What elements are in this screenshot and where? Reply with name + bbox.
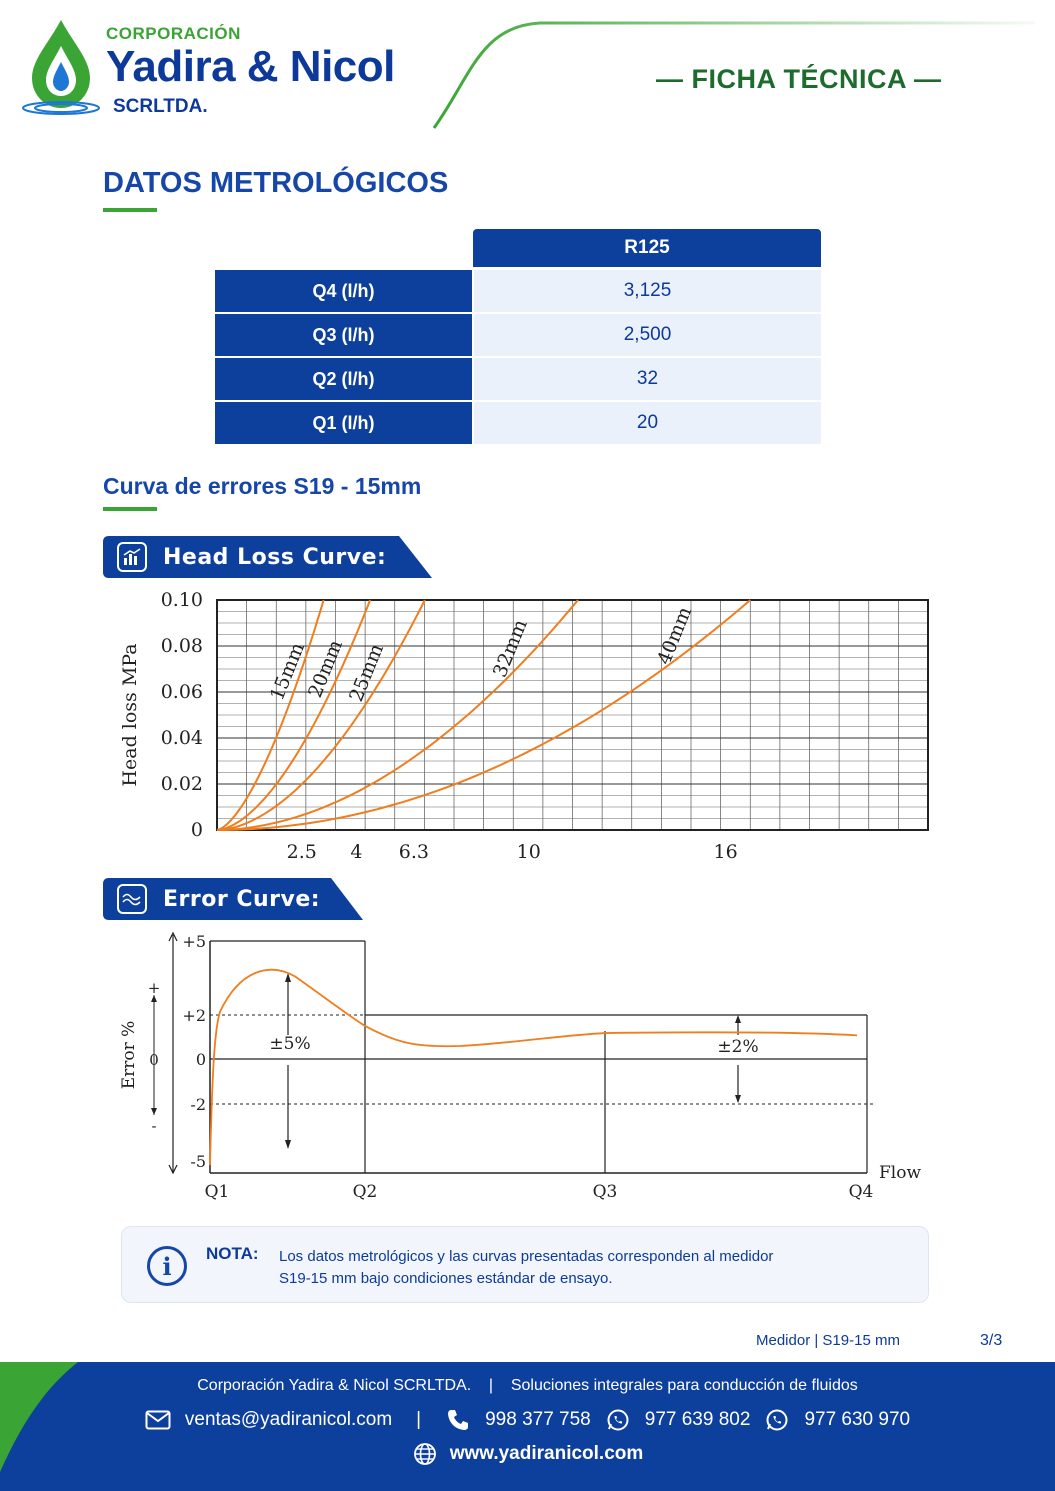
table-row	[215, 270, 821, 312]
head-loss-tab-label: Head Loss Curve:	[163, 544, 387, 570]
row-label: Q2 (l/h)	[215, 358, 472, 400]
head-loss-chart	[100, 585, 950, 870]
note-text-line2: S19-15 mm bajo condiciones estándar de ensayo.	[279, 1270, 613, 1287]
curve-subtitle: Curva de errores S19 - 15mm	[103, 473, 422, 499]
page-number: 3/3	[980, 1332, 1003, 1349]
subtitle-underline	[103, 507, 157, 511]
error-ytick: -5	[190, 1152, 206, 1171]
section-title: DATOS METROLÓGICOS	[103, 167, 449, 199]
footer-line1	[0, 1377, 1055, 1395]
row-value: 20	[474, 402, 821, 444]
note-label: NOTA:	[206, 1244, 259, 1263]
row-label: Q1 (l/h)	[215, 402, 472, 444]
head-loss-ylabel: Head loss MPa	[119, 643, 141, 787]
head-loss-ytick: 0.08	[160, 635, 203, 657]
head-loss-xtick: 10	[516, 841, 541, 863]
error-xtick: Q2	[352, 1182, 378, 1202]
error-sign-minus: -	[151, 1117, 157, 1135]
head-loss-series-label: 32mm	[488, 616, 532, 681]
whatsapp-icon	[764, 1407, 790, 1433]
whatsapp-icon	[605, 1407, 631, 1433]
head-loss-series-label: 15mm	[266, 639, 309, 704]
row-label: Q3 (l/h)	[215, 314, 472, 356]
footer-email[interactable]: ventas@yadiranicol.com	[184, 1409, 393, 1430]
head-loss-tab	[103, 536, 433, 578]
error-ytick-zero-left: 0	[149, 1051, 159, 1069]
footer-web	[0, 1441, 1055, 1467]
error-ylabel: Error %	[119, 1020, 139, 1090]
phone-icon	[445, 1407, 471, 1433]
table-row	[215, 314, 821, 356]
footer-website[interactable]: www.yadiranicol.com	[449, 1443, 644, 1464]
error-sign-plus: +	[147, 979, 161, 997]
error-curve-tab-label: Error Curve:	[163, 886, 321, 912]
head-loss-series-label: 25mm	[345, 640, 389, 705]
error-ytick: -2	[190, 1095, 206, 1114]
error-xtick: Q3	[592, 1182, 618, 1202]
row-label: Q4 (l/h)	[215, 270, 472, 312]
logo-mark	[18, 16, 104, 120]
error-chart	[100, 925, 940, 1210]
mail-icon	[145, 1407, 171, 1433]
error-ytick: +5	[182, 932, 206, 951]
doc-type-title: — FICHA TÉCNICA —	[656, 64, 942, 94]
row-value: 32	[474, 358, 821, 400]
logo-company-name: Yadira & Nicol	[106, 42, 395, 91]
band-label-5: ±5%	[269, 1034, 311, 1054]
table-row	[215, 402, 821, 444]
footer-phone2[interactable]: 977 639 802	[644, 1409, 751, 1430]
error-ytick: +2	[182, 1006, 206, 1025]
row-value: 2,500	[474, 314, 821, 356]
error-xlabel: Flow	[878, 1163, 922, 1183]
error-xtick: Q1	[204, 1182, 230, 1202]
error-xtick: Q4	[848, 1182, 874, 1202]
head-loss-ytick: 0.04	[160, 727, 203, 749]
footer-phone1[interactable]: 998 377 758	[485, 1409, 591, 1430]
head-loss-ytick: 0.06	[160, 681, 203, 703]
table-column-header: R125	[473, 229, 821, 267]
info-icon: i	[147, 1246, 187, 1286]
logo-company-suffix: SCRLTDA.	[113, 96, 208, 117]
head-loss-series-label: 20mm	[304, 636, 348, 701]
footer-tagline: Soluciones integrales para conducción de fluidos	[510, 1377, 858, 1394]
band-label-2: ±2%	[717, 1037, 759, 1057]
head-loss-xtick: 6.3	[398, 841, 430, 863]
wave-icon	[117, 884, 147, 914]
error-ytick: 0	[195, 1050, 206, 1069]
error-curve-tab	[103, 878, 365, 920]
globe-icon	[412, 1441, 438, 1467]
logo-corp-label: CORPORACIÓN	[106, 24, 241, 43]
bar-chart-icon	[117, 542, 147, 572]
table-row	[215, 358, 821, 400]
footer-phone3[interactable]: 977 630 970	[804, 1409, 911, 1430]
head-loss-ytick: 0	[190, 819, 203, 841]
head-loss-ytick: 0.02	[160, 773, 203, 795]
page-product-info: Medidor | S19-15 mm	[756, 1332, 900, 1349]
footer-company: Corporación Yadira & Nicol SCRLTDA.	[197, 1377, 472, 1394]
error-series-line	[210, 970, 857, 1165]
note-text-line1: Los datos metrológicos y las curvas presentadas corresponden al medidor	[279, 1248, 774, 1265]
head-loss-series-label: 40mm	[653, 603, 697, 668]
head-loss-xtick: 4	[350, 841, 363, 863]
row-value: 3,125	[474, 270, 821, 312]
title-underline	[103, 208, 157, 212]
head-loss-xtick: 16	[713, 841, 738, 863]
head-loss-xtick: 2.5	[286, 841, 317, 863]
footer-separator: |	[488, 1377, 494, 1394]
note-text	[279, 1246, 839, 1290]
footer-separator: |	[416, 1409, 422, 1430]
footer-contacts	[0, 1407, 1055, 1433]
head-loss-ytick: 0.10	[160, 589, 203, 611]
head-loss-grid	[217, 600, 928, 830]
